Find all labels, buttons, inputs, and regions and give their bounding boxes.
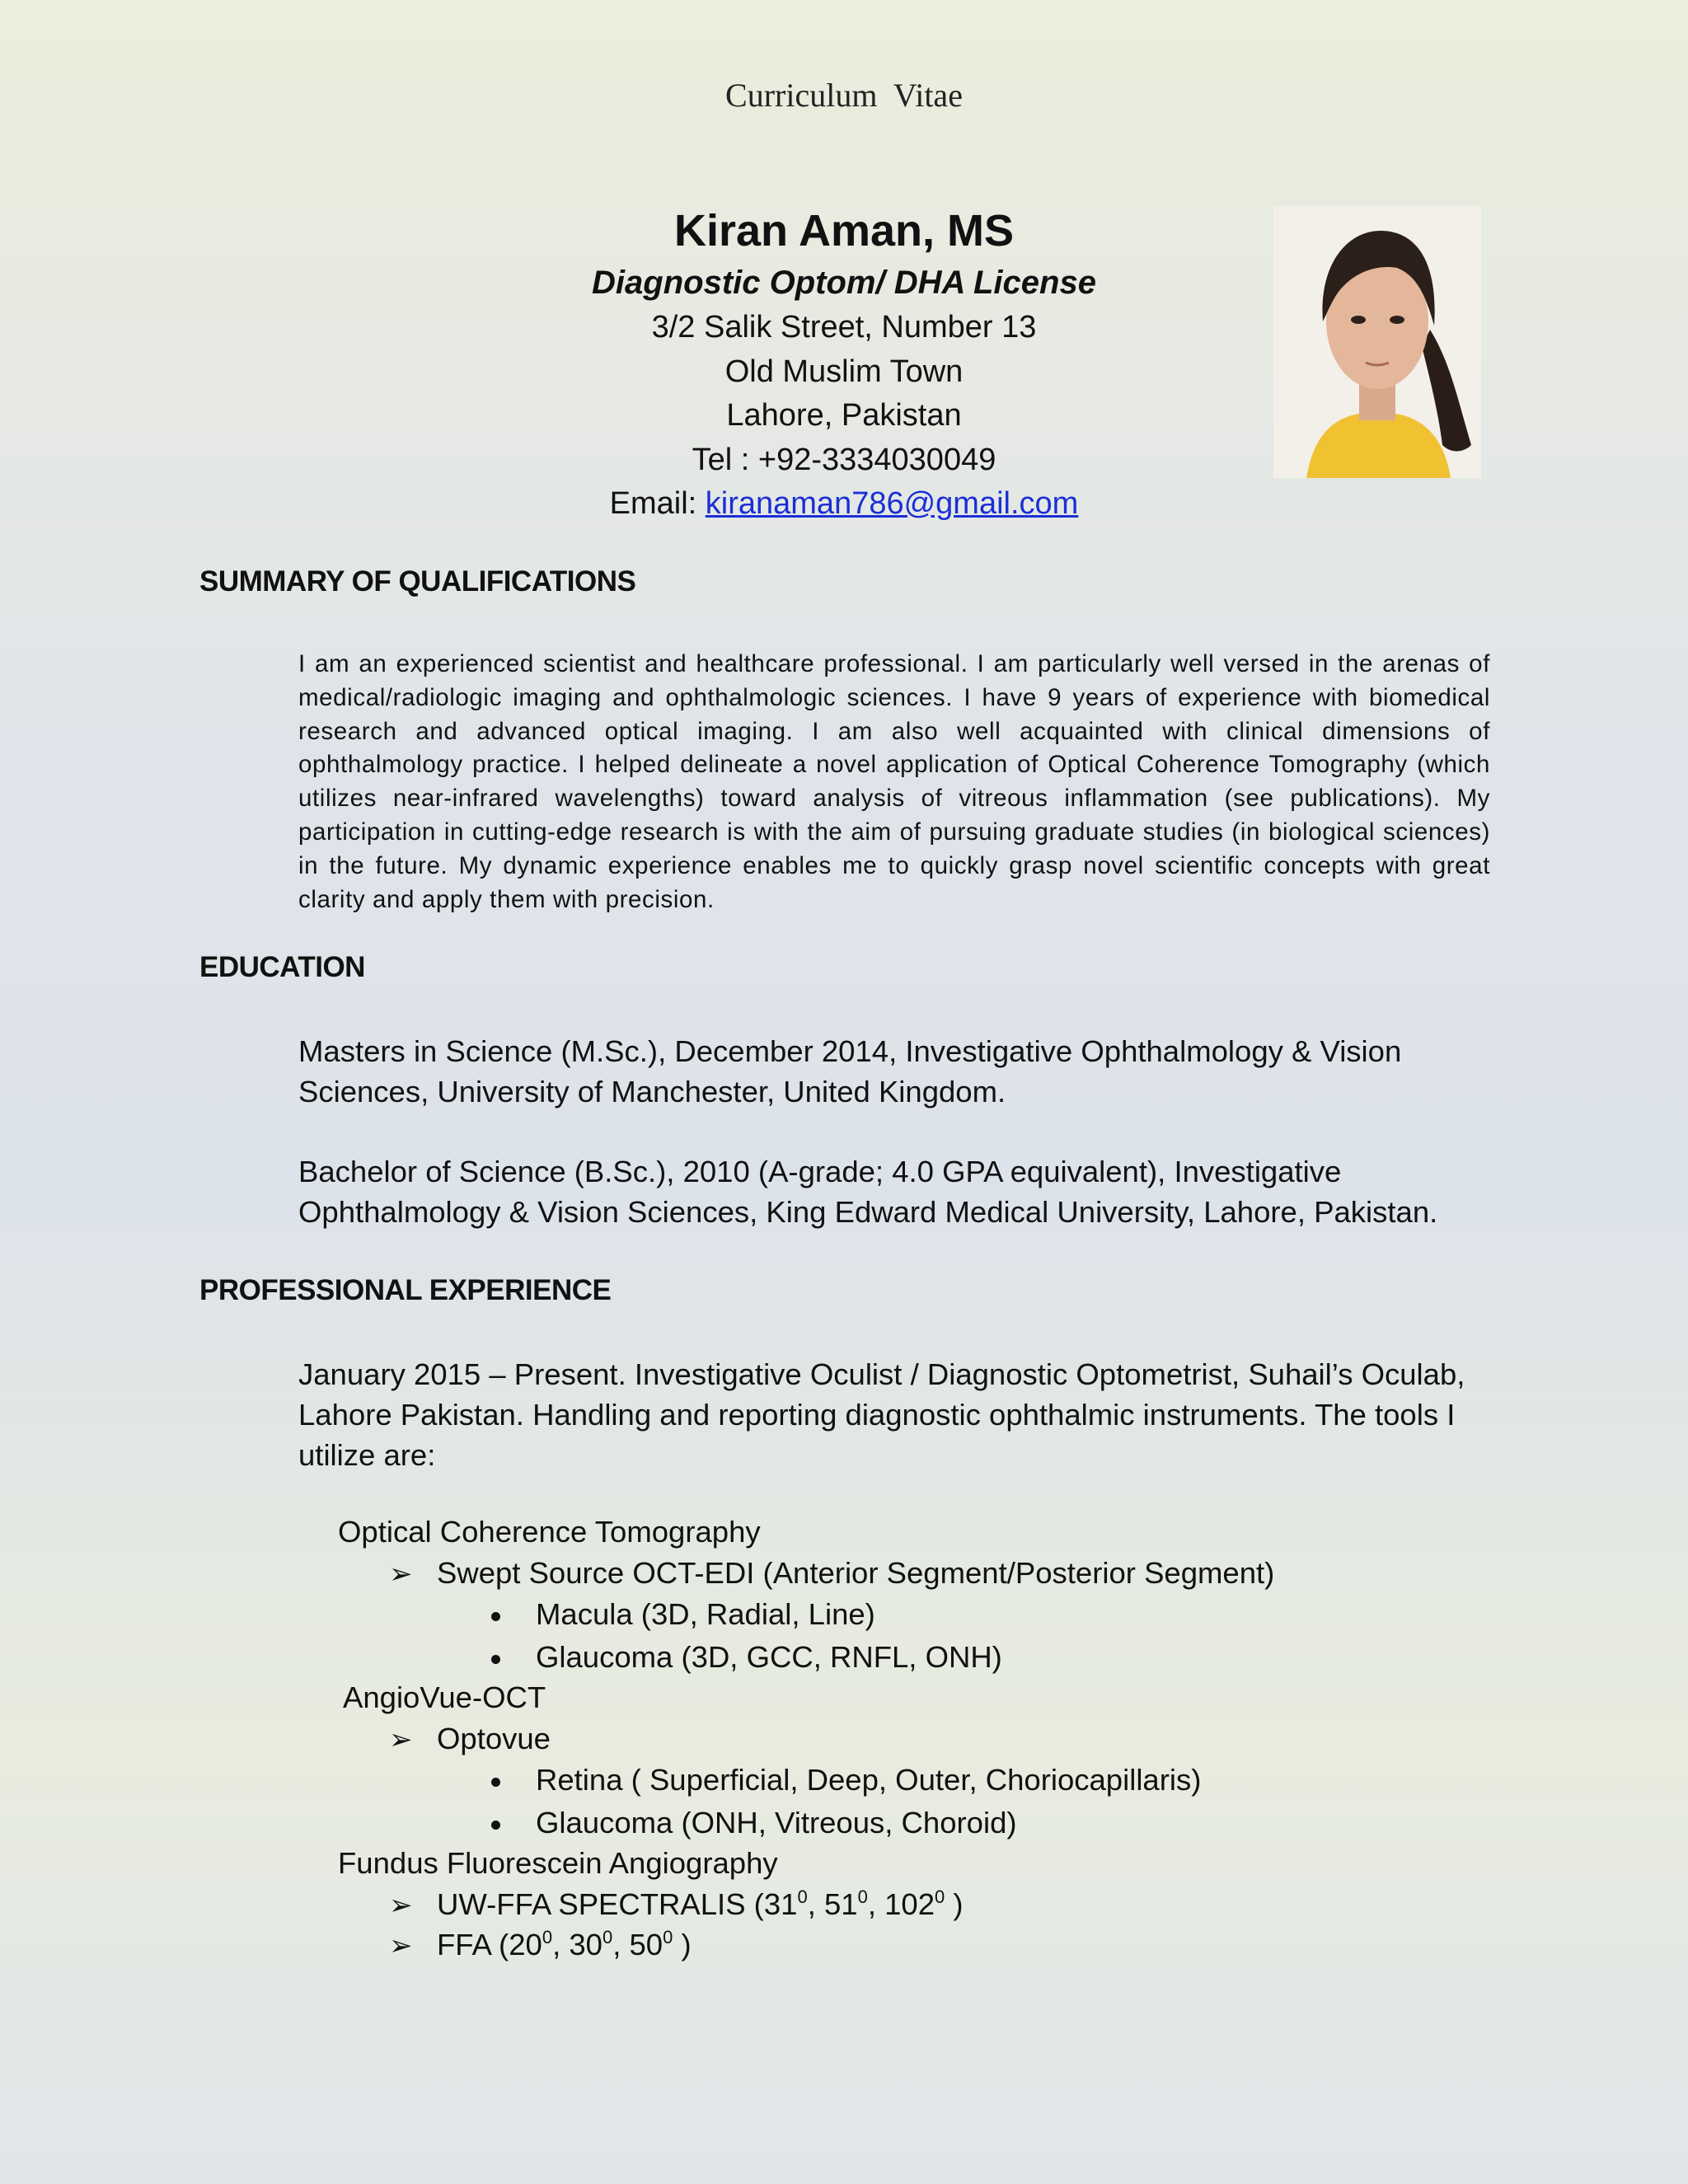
tool-heading-angiovue: AngioVue-OCT	[343, 1680, 546, 1714]
bullet-dot-icon	[491, 1778, 500, 1787]
summary-heading: SUMMARY OF QUALIFICATIONS	[199, 565, 636, 598]
candidate-name: Kiran Aman, MS	[673, 206, 1015, 255]
address-line-3: Lahore, Pakistan	[726, 398, 962, 433]
email-label: Email:	[609, 486, 706, 521]
bullet-dot-icon	[491, 1821, 500, 1830]
arrow-bullet-icon: ➢	[389, 1558, 413, 1590]
education-entry-bachelors: Bachelor of Science (B.Sc.), 2010 (A-grade; 4.0 GPA equivalent), Investigative Ophthalmology & Vision Sciences, King Edward Medical University, Lahore, Pakistan.	[298, 1155, 1438, 1229]
bullet-dot-icon	[491, 1655, 500, 1664]
tool-item-glaucoma-angio: Glaucoma (ONH, Vitreous, Choroid)	[536, 1806, 1017, 1840]
portrait-image	[1273, 206, 1481, 478]
tool-item-macula: Macula (3D, Radial, Line)	[536, 1597, 875, 1631]
email-link[interactable]: kiranaman786@gmail.com	[705, 486, 1079, 521]
tool-heading-oct: Optical Coherence Tomography	[338, 1515, 761, 1549]
education-heading: EDUCATION	[199, 951, 365, 983]
tool-heading-ffa: Fundus Fluorescein Angiography	[338, 1846, 778, 1880]
arrow-bullet-icon: ➢	[389, 1930, 413, 1961]
arrow-bullet-icon: ➢	[389, 1724, 413, 1755]
tool-sub-oct: Swept Source OCT-EDI (Anterior Segment/Posterior Segment)	[437, 1556, 1275, 1590]
arrow-bullet-icon: ➢	[389, 1890, 413, 1921]
phone-number: Tel : +92-3334030049	[692, 442, 996, 477]
summary-paragraph: I am an experienced scientist and healthcare professional. I am particularly well versed in the arenas of medical/radiologic imaging and ophthalmologic sciences. I have 9 years of experience with biomedical research and advanced optical imaging. I am also well acquainted with clinical dimensions of ophthalmology practice. I helped delineate a novel application of Optical Coherence Tomography (which utilizes near-infrared wavelengths) toward analysis of vitreous inflammation (see publications). My participation in cutting-edge research is with the aim of pursuing graduate studies (in biological sciences) in the future. My dynamic experience enables me to quickly grasp novel scientific concepts with great clarity and apply them with precision.	[298, 650, 1490, 913]
tool-item-glaucoma-oct: Glaucoma (3D, GCC, RNFL, ONH)	[536, 1640, 1002, 1674]
email-line	[0, 482, 1688, 527]
profile-photo	[1273, 206, 1481, 478]
tool-sub-ffa: FFA ($20^0$, $30^0$, $50^0$ )	[437, 1927, 692, 1961]
address-line-1: 3/2 Salik Street, Number 13	[651, 310, 1037, 344]
education-entry-masters: Masters in Science (M.Sc.), December 2014, Investigative Ophthalmology & Vision Sciences, University of Manchester, United Kingdom.	[298, 1034, 1402, 1108]
address-line-2: Old Muslim Town	[724, 354, 964, 389]
experience-entry: January 2015 – Present. Investigative Oculist / Diagnostic Optometrist, Suhail’s Oculab, Lahore Pakistan. Handling and reporting diagnostic ophthalmic instruments. The tools I utilize are:	[298, 1357, 1465, 1472]
document-title: Curriculum Vitae	[725, 77, 963, 114]
tool-item-retina: Retina ( Superficial, Deep, Outer, Choriocapillaris)	[536, 1763, 1202, 1797]
bullet-dot-icon	[491, 1612, 500, 1621]
candidate-role: Diagnostic Optom/ DHA License	[592, 265, 1096, 301]
experience-heading: PROFESSIONAL EXPERIENCE	[199, 1274, 612, 1306]
tool-sub-uwffa: UW-FFA SPECTRALIS ($31^0$, $51^0$, $102^0$ )	[437, 1886, 964, 1921]
tool-sub-optovue: Optovue	[437, 1722, 551, 1755]
